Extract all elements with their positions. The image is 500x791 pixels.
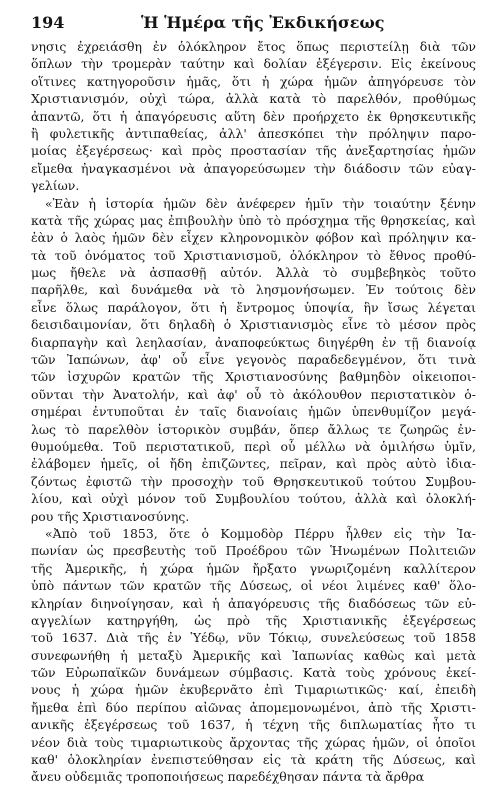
text-line: «Ἀπὸ τοῦ 1853, ὅτε ὁ Κομμοδὸρ Πέρρυ ἦλθεν εἰς τὴν Ἰα- xyxy=(45,525,476,541)
text-line: ζόντως ἐφιστῶ τὴν προσοχὴν τοῦ Θρησκευτικοῦ τούτου Συμβου- xyxy=(31,473,476,489)
text-line: ἀπαντῶ, ὅτι ἡ ἀπαγόρευσις αὕτη δὲν προήρχετο ἐκ θρησκευτικῆς xyxy=(31,108,476,124)
text-line: γελίων. xyxy=(31,178,80,194)
text-line: λως τὸ παρελθὸν ἱστορικὸν συμβάν, ὅπερ ἄλλως τε ζωηρῶς ἐν- xyxy=(31,421,476,437)
text-line: νους ἡ χώρα ἡμῶν ἐκυβερνᾶτο ἐπὶ Τιμαριωτικῶς· καί, ἐπειδὴ xyxy=(31,682,476,698)
text-line: ἐὰν ὁ λαὸς ἡμῶν δὲν εἶχεν κληρονομικὸν φόβον καὶ πρόληψιν κα- xyxy=(31,230,476,246)
text-line: «Ἐὰν ἡ ἱστορία ἡμῶν δὲν ἀνέφερεν ἡμῖν τὴν τοιαύτην ξένην xyxy=(45,195,476,211)
text-line: αγγελίων κατηργήθη, ὡς πρὸ τῆς Χριστιανικῆς ἐξεγέρσεως xyxy=(31,612,476,628)
text-line: σημέραι ἐντυποῦται ἐν ταῖς διανοίαις ἡμῶν ὑπενθυμίζον μεγά- xyxy=(31,404,476,420)
text-line: κατὰ τῆς χώρας μας ἐπιβουλὴν ὑπὸ τὸ πρόσχημα τῆς θρησκείας, καὶ xyxy=(31,212,476,228)
text-line: εἶνε ὅλως παράλογον, ὅτι ἡ ἔντρομος ὑποψία, ἣν ἴσως λέγεται xyxy=(31,299,476,315)
text-line: νησις ἐχρειάσθη ἐν ὁλόκληρον ἔτος ὅπως περιστείλῃ διὰ τῶν xyxy=(31,39,476,54)
text-line: λίου, καὶ οὐχὶ μόνον τοῦ Συμβουλίου τούτου, ἀλλὰ καὶ ὁλοκλή- xyxy=(31,491,476,507)
text-line: μως ἤθελε νὰ ἀσπασθῇ αὐτόν. Ἀλλὰ τὸ συμβεβηκὸς τοῦτο xyxy=(31,265,476,281)
book-page xyxy=(31,10,476,786)
text-line: ὑπὸ πάντων τῶν κρατῶν τῆς Δύσεως, οἱ νέοι λιμένες καθ' ὅλο- xyxy=(31,578,476,594)
text-line: τοῦ 1637. Διὰ τῆς ἐν Ὑέδῳ, νῦν Τόκιῳ, συνελεύσεως τοῦ 1858 xyxy=(31,630,476,646)
paragraph xyxy=(31,195,476,525)
text-line: τῶν ἰσχυρῶν κρατῶν τῆς Χριστιανοσύνης βαθμηδὸν οἰκειοποι- xyxy=(31,369,476,385)
text-line: οἵτινες κατηγοροῦσιν ἡμᾶς, ὅτι ἡ χώρα ἡμῶν ἀπηγόρευσε τὸν xyxy=(31,73,476,89)
text-line: θυμούμεθα. Τοῦ περιστατικοῦ, περὶ οὗ μέλλω νὰ ὁμιλήσω ὑμῖν, xyxy=(31,438,476,454)
text-line: Χριστιανισμόν, οὐχὶ τώρα, ἀλλὰ κατὰ τὸ παρελθόν, προθύμως xyxy=(31,91,476,107)
running-title: Ἡ Ἡμέρα τῆς Ἐκδικήσεως xyxy=(141,13,385,32)
text-line: εἴμεθα ἠναγκασμένοι νὰ ἀπαγορεύσωμεν τὴν διάδοσιν τῶν εὐαγ- xyxy=(31,160,476,176)
text-line: τῶν Εὐρωπαϊκῶν δυνάμεων σύμβασις. Κατὰ τοὺς χρόνους ἐκεί- xyxy=(31,665,476,681)
text-line: δεισιδαιμονίαν, ὅτι δηλαδὴ ὁ Χριστιανισμὸς εἶνε τὸ μέσον πρὸς xyxy=(31,317,476,333)
text-line: ἢ φυλετικῆς ἀντιπαθείας, ἀλλ' ἀπεσκόπει τὴν πρόληψιν παρο- xyxy=(31,125,476,141)
page-number: 194 xyxy=(31,13,65,32)
paragraph xyxy=(31,38,476,195)
text-line: πωνίαν ὡς πρεσβευτὴς τοῦ Προέδρου τῶν Ἡνωμένων Πολιτειῶν xyxy=(31,543,476,559)
text-line: οῦνται τὴν Ἀνατολήν, καὶ ἀφ' οὗ τὸ ἀκόλουθον περιστατικὸν ὁ- xyxy=(31,386,476,402)
paragraph xyxy=(31,525,476,786)
text-line: ἄνευ οὐδεμιᾶς τροποποιήσεως παρεδέχθησαν πάντα τὰ ἄρθρα xyxy=(31,769,425,785)
page-header xyxy=(31,10,476,38)
text-line: καθ' ὁλοκληρίαν ἐνεπιστεύθησαν εἰς τὰ κράτη τῆς Δύσεως, καὶ xyxy=(31,752,476,768)
text-line: ἐλάβομεν ἡμεῖς, οἱ ἤδη ἐπιζῶντες, πεῖραν, καὶ πρὸς αὐτὸ ἰδια- xyxy=(31,456,476,472)
text-line: νέον διὰ τοὺς τιμαριωτικοὺς ἄρχοντας τῆς χώρας ἡμῶν, οἱ ὁποῖοι xyxy=(31,734,476,750)
text-line: ἤμεθα ἐπὶ δύο περίπου αἰῶνας ἀπομεμονωμένοι, ἀπὸ τῆς Χριστι- xyxy=(31,699,476,715)
text-line: ὅπλων τὴν τρομερὰν ταύτην καὶ δολίαν ἐξέγερσιν. Εἰς ἐκείνους xyxy=(31,56,476,72)
text-line: τῆς Ἀμερικῆς, ἡ χώρα ἡμῶν ἤρξατο γνωριζομένη καλλίτερον xyxy=(31,560,476,576)
text-line: κληρίαν διηνοίγησαν, καὶ ἡ ἀπαγόρευσις τῆς διαδόσεως τῶν εὐ- xyxy=(31,595,476,611)
text-line: μοίας ἐξεγέρσεως· καὶ πρὸς προστασίαν τῆς ἀνεξαρτησίας ἡμῶν xyxy=(31,143,476,159)
text-line: παρῆλθε, καὶ δυνάμεθα νὰ τὸ λησμονήσωμεν. Ἐν τούτοις δὲν xyxy=(31,282,476,298)
body-text xyxy=(31,38,476,786)
text-line: διαρπαγὴν καὶ λεηλασίαν, ἀναποφεύκτως διηγέρθη ἐν τῇ διανοίᾳ xyxy=(31,334,476,350)
text-line: ρου τῆς Χριστιανοσύνης. xyxy=(31,508,190,524)
text-line: ανικῆς ἐξεγέρσεως τοῦ 1637, ἡ τέχνη τῆς διπλωματίας ἦτο τι xyxy=(31,717,476,733)
text-line: τῶν Ἰαπώνων, ἀφ' οὗ εἶνε γεγονὸς παραδεδεγμένον, ὅτι τινὰ xyxy=(31,352,476,368)
text-line: συνεφωνήθη ἡ μεταξὺ Ἀμερικῆς καὶ Ἰαπωνίας καθὼς καὶ μετὰ xyxy=(31,647,476,663)
text-line: τὰ τοῦ ὀνόματος τοῦ Χριστιανισμοῦ, ὁλόκληρον τὸ ἔθνος προθύ- xyxy=(31,247,476,263)
